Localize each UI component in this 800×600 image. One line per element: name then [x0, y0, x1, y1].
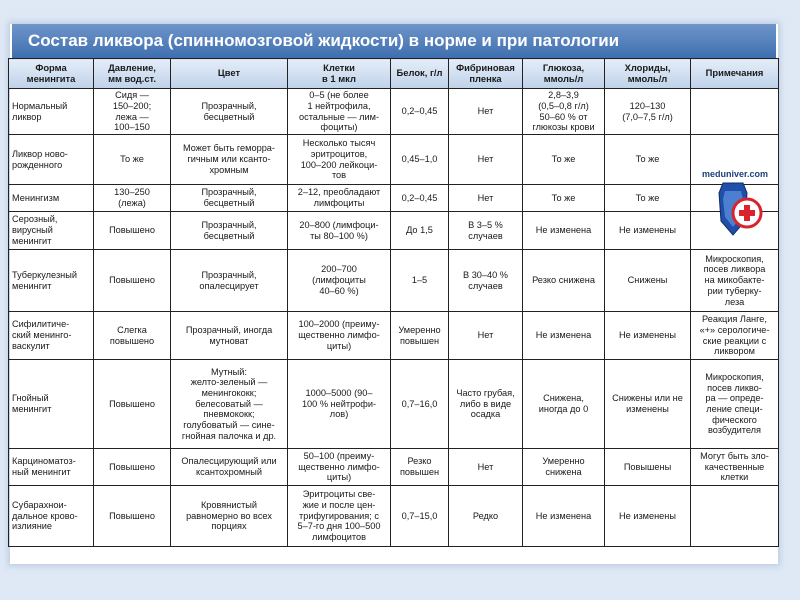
cell-text: Субарахнои- дальное крово- излияние	[12, 499, 78, 532]
meningitis-form-cell	[9, 360, 94, 449]
table-cell	[94, 360, 171, 449]
table-row	[9, 89, 779, 135]
cell-text: Слегка повышено	[109, 324, 155, 346]
watermark-logo	[693, 169, 777, 247]
cell-text: Нет	[477, 106, 494, 117]
cell-text: Прозрачный, опалесцирует	[199, 269, 259, 291]
table-cell	[449, 250, 523, 312]
column-header-label: Фибриновая пленка	[456, 61, 515, 84]
cell-text: Нет	[477, 192, 494, 203]
table-cell	[391, 185, 449, 212]
table-cell	[94, 89, 171, 135]
cell-text: Резко снижена	[532, 275, 595, 286]
cell-text: Не изменена	[535, 510, 592, 521]
column-header-label: Давление, мм вод.ст.	[108, 61, 156, 84]
table-cell	[391, 89, 449, 135]
table-cell	[449, 89, 523, 135]
table-cell	[94, 185, 171, 212]
cell-text: Мутный: желто-зеленый — менингококк; белесоватый — пневмококк; голубоватый — сине- гнойная палочка и др.	[181, 366, 277, 441]
table-cell	[391, 312, 449, 360]
table-row	[9, 312, 779, 360]
table-cell	[288, 312, 391, 360]
cell-text: 20–800 (лимфоци- ты 80–100 %)	[299, 219, 379, 241]
cell-text: Не изменена	[535, 225, 592, 236]
table-cell	[691, 360, 779, 449]
cell-text: Прозрачный, бесцветный	[201, 100, 257, 122]
cell-text: Прозрачный, бесцветный	[201, 187, 257, 208]
meningitis-form-cell	[9, 185, 94, 212]
column-header	[9, 59, 94, 89]
cell-text: Гнойный менингит	[12, 393, 52, 414]
table-row	[9, 135, 779, 185]
cell-text: То же	[551, 192, 576, 203]
table-cell	[523, 360, 605, 449]
table-cell	[605, 212, 691, 250]
table-cell	[449, 449, 523, 486]
table-cell	[605, 185, 691, 212]
table-cell	[691, 486, 779, 547]
cell-text: Может быть геморра- гичным или ксанто- хромным	[183, 143, 275, 175]
cell-text: Снижена, иногда до 0	[538, 393, 589, 414]
cell-text: Микроскопия, посев ликво- ра — опреде- ление специ- фического возбудителя	[705, 371, 764, 436]
table-cell	[691, 449, 779, 486]
column-header-label: Хлориды, ммоль/л	[624, 61, 671, 84]
cell-text: Кровянистый равномерно во всех порциях	[186, 499, 272, 532]
table-cell	[391, 486, 449, 547]
cell-text: Карциноматоз- ный менингит	[12, 456, 76, 477]
table-cell	[605, 312, 691, 360]
cell-text: Сифилитиче- ский менинго- васкулит	[12, 319, 72, 351]
cell-text: 50–100 (преиму- щественно лимфо- циты)	[298, 450, 380, 483]
cell-text: 2,8–3,9 (0,5–0,8 г/л) 50–60 % от глюкозы крови	[532, 90, 595, 133]
cell-text: 200–700 (лимфоциты 40–60 %)	[312, 264, 366, 296]
column-header	[523, 59, 605, 89]
table-cell	[391, 212, 449, 250]
csf-table	[8, 58, 779, 547]
table-cell	[391, 250, 449, 312]
table-cell	[605, 135, 691, 185]
cell-text: Ликвор ново- рожденного	[12, 148, 68, 170]
table-cell	[288, 250, 391, 312]
cell-text: В 3–5 % случаев	[468, 219, 503, 241]
cell-text: 120–130 (7,0–7,5 г/л)	[622, 100, 673, 122]
cell-text: Не изменена	[535, 330, 592, 341]
table-cell	[523, 312, 605, 360]
table-cell	[288, 89, 391, 135]
table-cell	[605, 486, 691, 547]
table-cell	[449, 135, 523, 185]
cell-text: Не изменены	[619, 330, 676, 341]
cell-text: 0,2–0,45	[401, 106, 438, 117]
cell-text: Повышено	[109, 510, 155, 521]
table-cell	[391, 449, 449, 486]
column-header	[391, 59, 449, 89]
cell-text: 1000–5000 (90– 100 % нейтрофи- лов)	[301, 387, 377, 420]
cell-text: Нет	[477, 154, 494, 165]
column-header	[691, 59, 779, 89]
table-cell	[288, 360, 391, 449]
table-cell	[449, 185, 523, 212]
table-cell	[605, 89, 691, 135]
cell-text: Редко	[472, 510, 499, 521]
cell-text: Туберкулезный менингит	[12, 269, 77, 291]
cell-text: 1–5	[411, 275, 428, 286]
cell-text: Повышено	[109, 275, 155, 286]
table-cell	[523, 89, 605, 135]
table-cell	[523, 449, 605, 486]
cell-text: Повышено	[109, 398, 155, 409]
cell-text: 2–12, преобладают лимфоциты	[297, 187, 381, 208]
table-cell	[449, 360, 523, 449]
cell-text: Повышено	[109, 225, 155, 236]
column-header	[94, 59, 171, 89]
cell-text: То же	[635, 192, 660, 203]
cell-text: Не изменены	[619, 510, 676, 521]
cell-text: Нормальный ликвор	[12, 100, 68, 122]
table-cell	[605, 250, 691, 312]
cell-text: Могут быть зло- качественные клетки	[700, 450, 769, 483]
cell-text: Часто грубая, либо в виде осадка	[456, 387, 515, 420]
table-cell	[94, 135, 171, 185]
table-cell	[94, 250, 171, 312]
medical-cross-icon	[693, 169, 777, 247]
cell-text: В 30–40 % случаев	[463, 269, 508, 291]
cell-text: Умеренно повышен	[398, 324, 441, 346]
table-cell	[391, 135, 449, 185]
table-row	[9, 185, 779, 212]
table-cell	[523, 212, 605, 250]
table-cell	[171, 360, 288, 449]
cell-text: Несколько тысяч эритроцитов, 100–200 лейкоци- тов	[300, 138, 378, 181]
table-cell	[288, 212, 391, 250]
table-cell	[171, 250, 288, 312]
table-cell	[171, 212, 288, 250]
cell-text: Эритроциты све- жие и после цен- трифугирования; с 5–7-го дня 100–500 лимфоцитов	[297, 489, 381, 542]
table-cell	[171, 486, 288, 547]
meningitis-form-cell	[9, 89, 94, 135]
cell-text: 100–2000 (преиму- щественно лимфо- циты)	[298, 319, 380, 351]
table-cell	[691, 312, 779, 360]
cell-text: То же	[635, 154, 660, 165]
cell-text: 130–250 (лежа)	[114, 187, 150, 208]
cell-text: Нет	[477, 330, 494, 341]
table-cell	[523, 185, 605, 212]
cell-text: 0–5 (не более 1 нейтрофила, остальные — лим- фоциты)	[298, 90, 379, 133]
cell-text: Повышено	[109, 461, 155, 472]
column-header-label: Примечания	[705, 67, 764, 79]
cell-text: Менингизм	[12, 192, 60, 203]
column-header	[449, 59, 523, 89]
cell-text: То же	[551, 154, 576, 165]
cell-text: Микроскопия, посев ликвора на микобакте- рии туберку- леза	[703, 253, 766, 307]
column-header-label: Глюкоза, ммоль/л	[542, 61, 585, 84]
table-cell	[523, 486, 605, 547]
table-cell	[288, 135, 391, 185]
cell-text: Резко повышен	[399, 456, 440, 477]
table-cell	[94, 312, 171, 360]
meningitis-form-cell	[9, 250, 94, 312]
cell-text: Прозрачный, бесцветный	[201, 219, 257, 241]
table-cell	[449, 312, 523, 360]
table-row	[9, 449, 779, 486]
column-header	[605, 59, 691, 89]
column-header	[171, 59, 288, 89]
meningitis-form-cell	[9, 135, 94, 185]
column-header	[288, 59, 391, 89]
cell-text: Нет	[477, 461, 494, 472]
table-row	[9, 486, 779, 547]
meningitis-form-cell	[9, 312, 94, 360]
cell-text: Снижены или не изменены	[612, 393, 683, 414]
table-cell	[288, 185, 391, 212]
watermark-text: meduniver.com	[701, 169, 769, 179]
table-cell	[288, 486, 391, 547]
table-cell	[171, 185, 288, 212]
table-cell	[288, 449, 391, 486]
table-cell	[94, 449, 171, 486]
table-cell	[605, 360, 691, 449]
cell-text: Серозный, вирусный менингит	[12, 214, 58, 246]
table-cell	[605, 449, 691, 486]
cell-text: 0,2–0,45	[401, 192, 438, 203]
table-row	[9, 250, 779, 312]
meningitis-form-cell	[9, 449, 94, 486]
column-header-label: Цвет	[217, 67, 241, 79]
cell-text: 0,45–1,0	[401, 154, 438, 165]
table-cell	[449, 212, 523, 250]
table-cell	[391, 360, 449, 449]
table-header-row	[9, 59, 779, 89]
table-cell	[691, 89, 779, 135]
page-title: Состав ликвора (спинномозговой жидкости) в норме и при патологии	[12, 24, 776, 58]
cell-text: 0,7–15,0	[401, 510, 438, 521]
cell-text: Реакция Ланге, «+» серологиче- ские реакции с ликвором	[699, 314, 770, 357]
cell-text: Повышены	[623, 461, 672, 472]
table-cell	[171, 135, 288, 185]
cell-text: Умеренно снижена	[542, 456, 585, 477]
cell-text: Опалесцирующий или ксантохромный	[181, 456, 277, 477]
table-cell	[523, 250, 605, 312]
table-cell	[171, 312, 288, 360]
meningitis-form-cell	[9, 212, 94, 250]
table-cell	[171, 449, 288, 486]
table-cell	[171, 89, 288, 135]
column-header-label: Форма менингита	[26, 61, 76, 84]
cell-text: Снижены	[627, 275, 668, 286]
column-header-label: Белок, г/л	[396, 67, 443, 79]
meningitis-form-cell	[9, 486, 94, 547]
table-cell	[523, 135, 605, 185]
cell-text: То же	[120, 154, 144, 165]
cell-text: Прозрачный, иногда мутноват	[185, 324, 273, 346]
table-cell	[94, 486, 171, 547]
cell-text: Сидя — 150–200; лежа — 100–150	[112, 90, 152, 133]
table-cell	[94, 212, 171, 250]
table-row	[9, 360, 779, 449]
table-row	[9, 212, 779, 250]
column-header-label: Клетки в 1 мкл	[322, 61, 356, 84]
cell-text: Не изменены	[619, 225, 676, 236]
table-cell	[691, 250, 779, 312]
table-cell	[449, 486, 523, 547]
cell-text: 0,7–16,0	[401, 398, 438, 409]
cell-text: До 1,5	[406, 225, 433, 236]
